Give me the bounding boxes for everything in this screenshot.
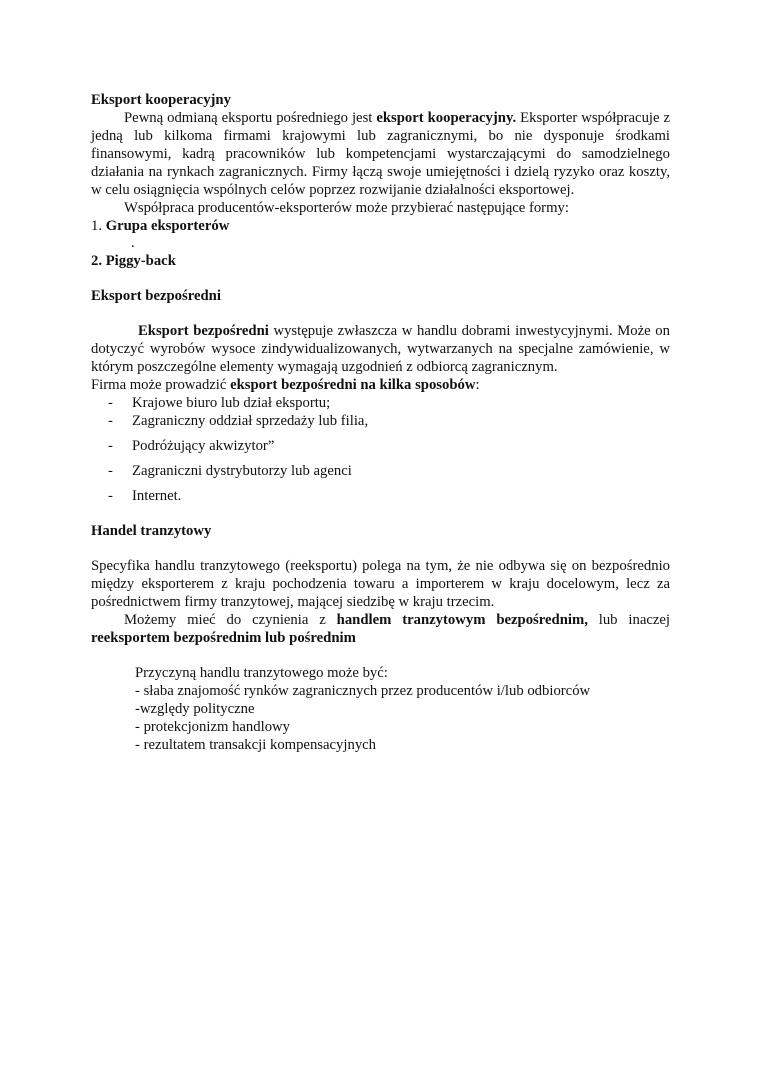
item-label: Grupa eksporterów xyxy=(105,218,230,234)
bold-term: eksport bezpośredni na kilka sposobów xyxy=(230,377,476,393)
causes-intro: Przyczyną handlu tranzytowego może być: xyxy=(135,665,388,681)
list-item xyxy=(91,412,670,430)
numbered-item-piggy-back xyxy=(91,252,670,270)
section-heading-eksport-kooperacyjny: Eksport kooperacyjny xyxy=(91,92,231,108)
bold-term: reeksportem bezpośrednim lub pośrednim xyxy=(91,630,356,646)
list-item-text: Internet. xyxy=(132,488,182,504)
dash-bullet: - xyxy=(108,488,113,504)
spacer xyxy=(91,647,670,664)
list-item xyxy=(91,487,670,505)
paragraph-forms-intro: Współpraca producentów-eksporterów może przybierać następujące formy: xyxy=(124,200,569,216)
list-item-text: Zagraniczni dystrybutorzy lub agenci xyxy=(132,463,352,479)
cause-item: - protekcjonizm handlowy xyxy=(135,719,290,735)
bold-term: handlem tranzytowym bezpośrednim, xyxy=(336,612,588,628)
text-span: Możemy mieć do czynienia z xyxy=(124,612,337,628)
list-item-text: Krajowe biuro lub dział eksportu; xyxy=(132,395,331,411)
item-label: Piggy-back xyxy=(105,253,176,269)
bold-term: Eksport bezpośredni xyxy=(138,323,269,339)
numbered-item-grupa xyxy=(91,217,670,235)
cause-item: - rezultatem transakcji kompensacyjnych xyxy=(135,737,377,753)
dash-bullet: - xyxy=(108,395,113,411)
cause-item: -względy polityczne xyxy=(135,701,255,717)
item-number: 1. xyxy=(91,218,103,234)
text-span: Eksporter współpracuje z jedną lub kilkoma firmami krajowymi lub zagranicznymi, bo nie dysponuje środkami finansowymi, kadrą pracowników lub kompetencjami wystarczającymi do samodzielnego działania na rynkach zagranicznych. Firmy łączą swoje umiejętności i dzielą ryzyko oraz koszty, w celu osiągnięcia wspólnych celów poprzez rozwijanie działalności eksportowej. xyxy=(91,110,670,198)
spacer xyxy=(91,540,670,557)
text-span: Firma może prowadzić xyxy=(91,377,231,393)
paragraph-eksport-bezposredni xyxy=(91,322,670,376)
spacer xyxy=(91,270,670,287)
text-span: występuje zwłaszcza w handlu dobrami inwestycyjnymi. Może on dotyczyć wyrobów wysoce zindywidualizowanych, wytwarzanych na specjalne zamówienie, w którym poszczególne elementy wymagają uzgodnień z odbiorcą zagranicznym. xyxy=(91,323,670,375)
spacer xyxy=(91,305,670,322)
text-span: lub inaczej xyxy=(587,612,670,628)
causes-block xyxy=(135,664,670,754)
paragraph-handel-tranzytowy: Specyfika handlu tranzytowego (reeksportu) polega na tym, że nie odbywa się on bezpośrednio między eksporterem z kraju pochodzenia towaru a importerem w kraju docelowym, lecz za pośrednictwem firmy tranzytowej, mającej siedzibę w kraju trzecim. xyxy=(91,558,670,610)
list-item-text: Zagraniczny oddział sprzedaży lub filia, xyxy=(132,413,369,429)
spacer xyxy=(91,505,670,522)
paragraph-reeksport xyxy=(91,611,670,647)
dash-bullet: - xyxy=(108,438,113,454)
list-item xyxy=(91,394,670,412)
dash-list-sposoby xyxy=(91,394,670,505)
stray-dot: . xyxy=(131,235,135,251)
section-heading-eksport-bezposredni: Eksport bezpośredni xyxy=(91,288,221,304)
text-span: : xyxy=(475,377,480,393)
paragraph-eksport-kooperacyjny xyxy=(91,109,670,199)
list-item-text: Podróżujący akwizytor” xyxy=(132,438,275,454)
text-span: Pewną odmianą eksportu pośredniego jest xyxy=(124,110,377,126)
document-page xyxy=(91,91,670,754)
section-heading-handel-tranzytowy: Handel tranzytowy xyxy=(91,523,212,539)
item-number: 2. xyxy=(91,253,103,269)
dash-bullet: - xyxy=(108,463,113,479)
paragraph-sposoby xyxy=(91,376,670,394)
list-item xyxy=(91,437,670,455)
list-item xyxy=(91,462,670,480)
cause-item: - słaba znajomość rynków zagranicznych przez producentów i/lub odbiorców xyxy=(135,683,591,699)
bold-term: eksport kooperacyjny. xyxy=(376,110,517,126)
dash-bullet: - xyxy=(108,413,113,429)
